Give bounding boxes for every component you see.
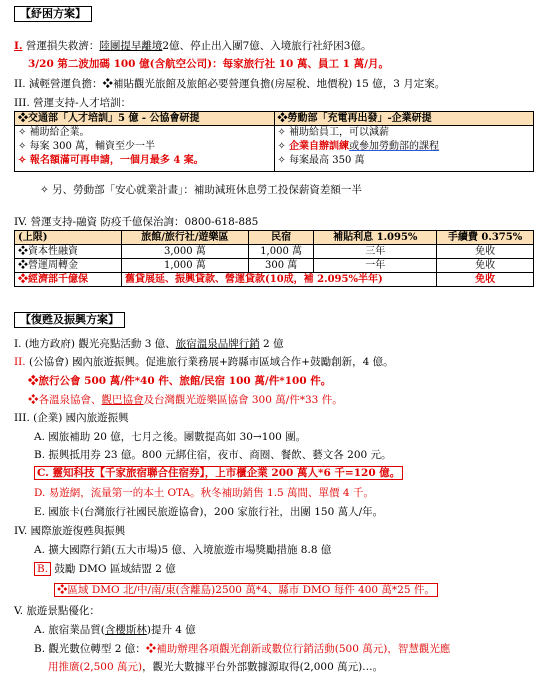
recovery-item-3e: E. 國旅卡(台灣旅行社國民旅遊協會)，200 家旅行社，出團 150 萬人/年。 <box>34 506 384 518</box>
labor-note: ✧ 另、勞動部「安心就業計畫」：補助減班休息勞工投保薪資差額一半 <box>40 184 362 196</box>
section-header-recovery: 【復甦及振興方案】 <box>14 312 125 328</box>
recovery-item-4: IV. 國際旅遊復甦與振興 <box>14 525 126 537</box>
recovery-item-1: I. (地方政府) 觀光亮點活動 3 億、旅宿溫泉品牌行銷 2 億 <box>14 338 284 350</box>
relief-note-red: 3/20 第二波加碼 100 億(含航空公司)：每家旅行社 10 萬、員工 1 萬/月。 <box>28 58 389 70</box>
recovery-item-3a: A. 國旅補助 20 億，七月之後。團數提高如 30→100 團。 <box>34 431 307 443</box>
recovery-item-3b: B. 振興抵用券 23 億。800 元綁住宿，夜市、商圈、餐飲、藝文各 200 元。 <box>34 449 392 461</box>
recovery-item-3d: D. 易遊網，流量第一的本土 OTA。秋冬補助銷售 1.5 萬間、單價 4 千。 <box>34 487 374 499</box>
table-row: ❖經濟部千億保 舊貸展延、振興貸款、營運貸款(10成，補 2.095%半年) 免收 <box>15 273 534 287</box>
table-row: ❖資本性融資 3,000 萬 1,000 萬 三年 免收 <box>15 245 534 259</box>
recovery-item-5b-cont: 用推廣(2,500 萬元)，觀光大數據平台外部數據源取得(2,000 萬元)…。 <box>48 661 384 673</box>
loan-table: (上限) 旅館/旅行社/遊樂區 民宿 補貼利息 1.095% 手續費 0.375% ❖資本性融資 3,000 萬 1,000 萬 三年 免收 ❖營運周轉金 1,000 萬 300 萬 一年 免收 ❖經濟部千億保 舊貸展延、振興貸款、營運貸款(10成，補 2.095%半年) 免收 <box>14 230 534 287</box>
recovery-item-4c: ❖區域 DMO 北/中/南/東(含離島)2500 萬*4、縣市 DMO 每件 400 萬*25 件。 <box>54 582 438 597</box>
training-left-title: ❖交通部「人才培訓」5 億 - 公協會研提 <box>15 112 275 126</box>
recovery-item-3: III. (企業) 國內旅遊振興 <box>14 412 129 424</box>
relief-item-1: I. 營運損失救濟：陸團提早離境2億、停止出入團7億、入境旅行社紓困3億。 <box>14 40 372 52</box>
training-right-title: ❖勞動部「充電再出發」-企業研提 <box>274 112 534 126</box>
relief-item-2: II. 減輕營運負擔：❖補貼觀光旅館及旅館必要營運負擔(房屋稅、地價稅) 15 億，3 月定案。 <box>14 78 446 90</box>
recovery-item-4b: B. 鼓勵 DMO 區域結盟 2 億 <box>34 561 176 576</box>
section-header-relief: 【紓困方案】 <box>14 6 92 22</box>
recovery-item-3c: C. 靈知科技【千家旅宿聯合住宿券】，上市櫃企業 200 萬人*6 千=120 億。 <box>34 465 403 480</box>
recovery-item-5b: B. 觀光數位轉型 2 億：❖補助辦理各項觀光創新或數位行銷活動(500 萬元)，智慧觀光應 <box>34 643 451 655</box>
recovery-item-2-note2: ❖各溫泉協會、觀巴協會及台灣觀光遊樂區協會 300 萬/件*33 件。 <box>28 394 343 406</box>
recovery-item-5a: A. 旅宿業品質(含櫻斯林)提升 4 億 <box>34 624 196 636</box>
table-row: ❖營運周轉金 1,000 萬 300 萬 一年 免收 <box>15 259 534 273</box>
relief-item-4: IV. 營運支持-融資 防疫千億保治詢：0800-618-885 <box>14 216 259 228</box>
training-table: ❖交通部「人才培訓」5 億 - 公協會研提 ❖勞動部「充電再出發」-企業研提 ✧ 補助給企業。 ✧ 每案 300 萬，輔資至少一半 ✧ 報名額滿可再申請，一個月最多 4 案。 ✧ 補助給員工，可以減薪 ✧ 企業自辦訓練或參加勞動部的課程 ✧ 每案最高 350 萬 <box>14 111 534 172</box>
recovery-item-2: II. (公協會) 國內旅遊振興。促進旅行業務展+跨縣市區域合作+鼓勵創新，4 億。 <box>14 356 394 368</box>
recovery-item-2-note1: ❖旅行公會 500 萬/件*40 件、旅館/民宿 100 萬/件*100 件。 <box>28 375 332 387</box>
recovery-item-5: V. 旅遊景點優化： <box>14 605 100 617</box>
recovery-item-4a: A. 擴大國際行銷(五大市場)5 億、入境旅遊市場獎勵措施 8.8 億 <box>34 544 332 556</box>
relief-item-3: III. 營運支持-人才培訓： <box>14 97 132 109</box>
